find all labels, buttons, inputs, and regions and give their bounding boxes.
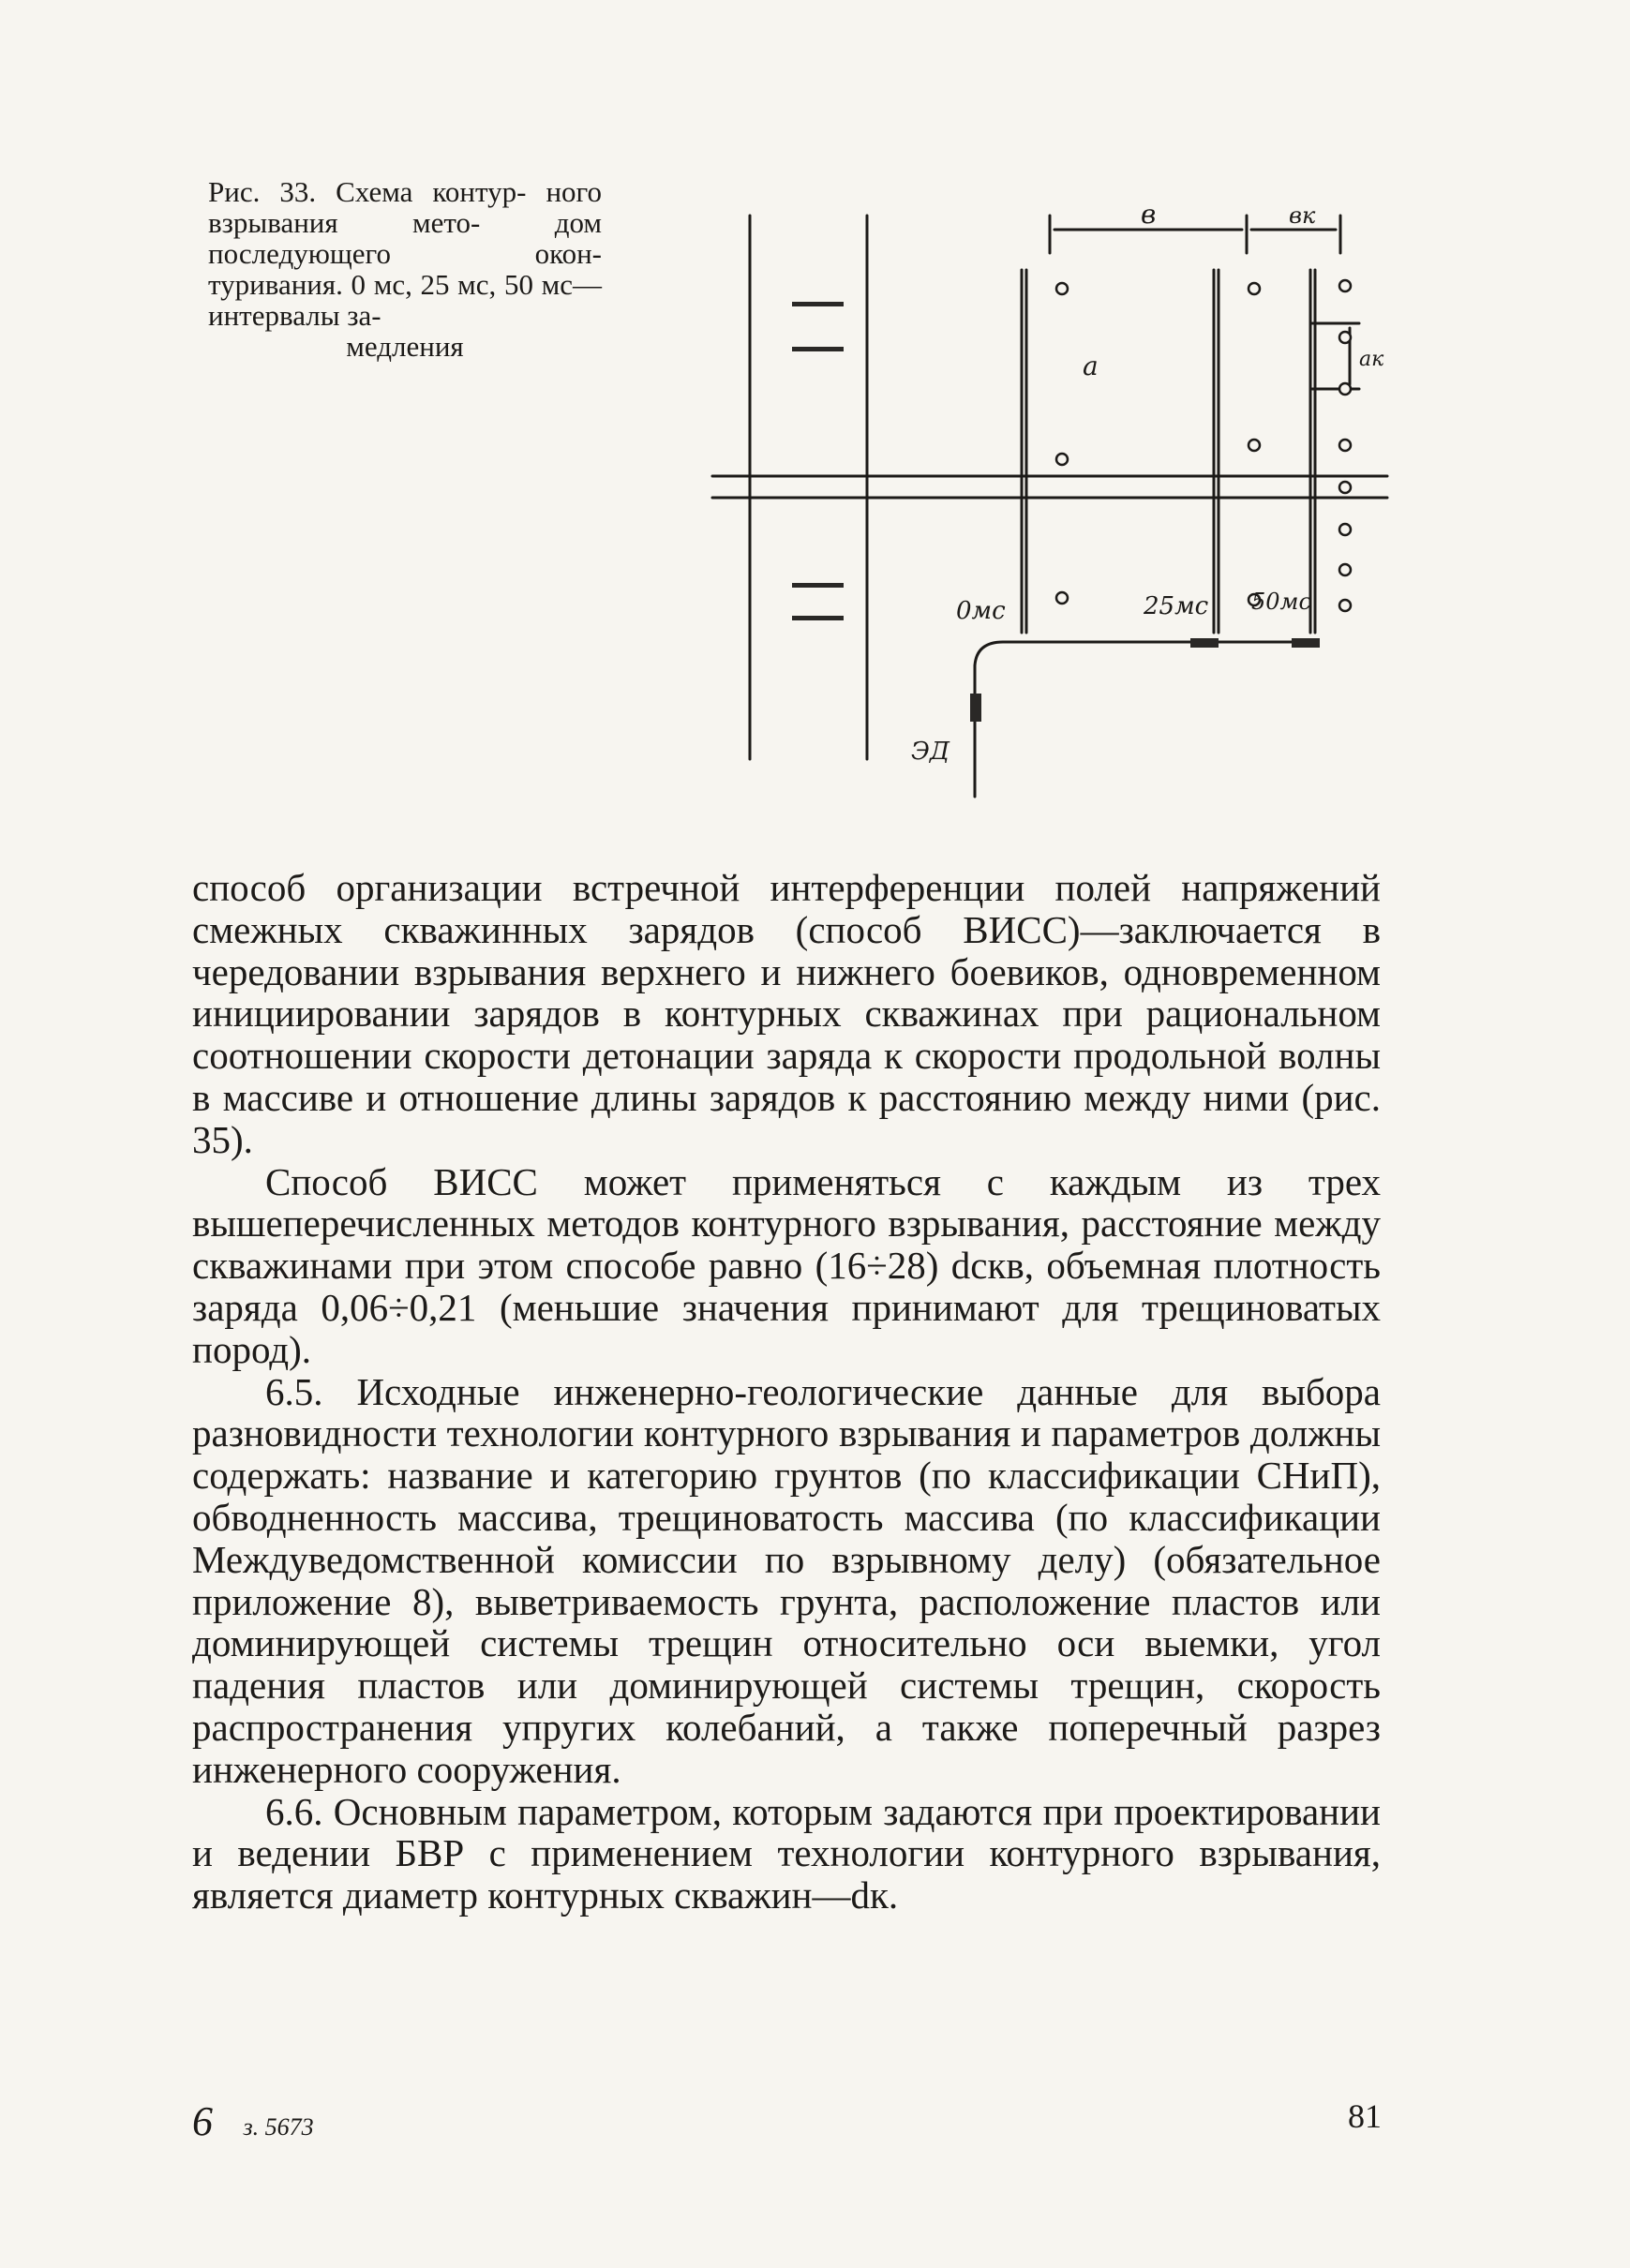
caption-line: медления — [346, 330, 464, 363]
borehole-markers — [1056, 280, 1351, 611]
label-25ms: 25мс — [1144, 592, 1209, 620]
order-number: з. 5673 — [243, 2113, 314, 2141]
column-0ms — [1022, 270, 1026, 633]
page-number: 81 — [1348, 2097, 1382, 2135]
diagram-svg — [703, 178, 1397, 825]
label-a: а — [1083, 351, 1099, 381]
signature-number: 6 — [192, 2098, 213, 2144]
figure-caption — [208, 176, 602, 362]
delay-relay — [1190, 638, 1219, 648]
caption-line: Рис. 33. Схема контур- — [208, 175, 527, 208]
label-0ms: 0мс — [956, 597, 1006, 625]
caption-line: дом последующего окон- — [208, 206, 602, 270]
label-bk: вк — [1289, 202, 1316, 229]
printing-signature — [192, 2097, 314, 2145]
body-text — [192, 867, 1381, 1917]
connector-line — [975, 642, 1312, 684]
label-50ms: 50мс — [1251, 589, 1311, 615]
caption-line: ного взрывания мето- — [208, 175, 602, 239]
stemming-marks — [792, 302, 1320, 722]
label-b: в — [1141, 199, 1157, 230]
paragraph: 6.5. Исходные инженерно-геологические данные для выбора разновидности технологии контурного взрывания и параметров должны содержать: название и категорию грунтов (по классификации СНиП), обводненность массива, трещиноватость массива (по классификации Междуведомственной комиссии по взрывному делу) (обязательное приложение 8), выветриваемость грунта, расположение пластов или доминирующей системы трещин относительно оси выемки, угол падения пластов или доминирующей системы трещин, скорость распространения упругих колебаний, а также поперечный разрез инженерного сооружения. — [192, 1369, 1381, 1791]
caption-line: 50 мс—интервалы за- — [208, 268, 602, 332]
label-ak: ак — [1359, 348, 1384, 371]
paragraph: 6.6. Основным параметром, которым задаются при проектировании и ведении БВР с применением технологии контурного взрывания, является диаметр контурных скважин—dк. — [192, 1789, 1381, 1917]
paragraph: Способ ВИСС может применяться с каждым из трех вышеперечисленных методов контурного взрывания, расстояние между скважинами при этом способе равно (16÷28) dскв, объемная плотность заряда 0,06÷0,21 (меньшие значения принимают для трещиноватых пород). — [192, 1159, 1381, 1371]
column-25ms — [1214, 270, 1219, 633]
label-detonator: ЭД — [911, 738, 950, 766]
detonator — [970, 694, 981, 722]
caption-line: туривания. 0 мс, 25 мс, — [208, 268, 497, 301]
contour-blasting-diagram — [703, 178, 1397, 825]
paragraph: способ организации встречной интерференции полей напряжений смежных скважинных зарядов (способ ВИСС)—заключается в чередовании взрывания верхнего и нижнего боевиков, одновременном инициировании зарядов в контурных скважинах при рациональном соотношении скорости детонации заряда к скорости продольной волны в массиве и отношение длины зарядов к расстоянию между ними (рис. 35). — [192, 866, 1381, 1161]
delay-relay — [1292, 638, 1320, 648]
